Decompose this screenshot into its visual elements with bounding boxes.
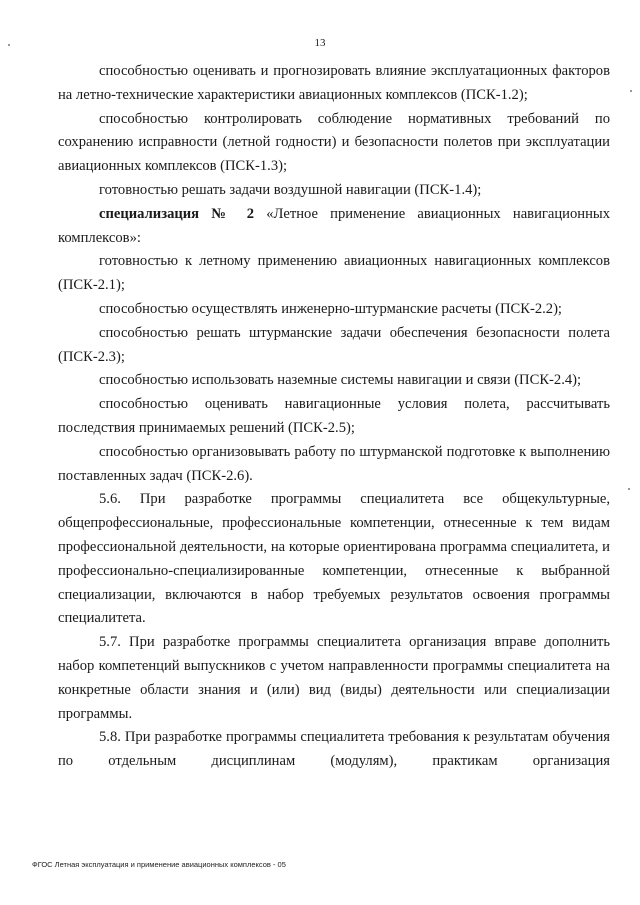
paragraph-text: способностью контролировать соблюдение нормативных требований по сохранению исправности (летной годности) и безопасности полетов при эксплуатации авиационных комплексов (ПСК-1.3); (58, 110, 610, 175)
paragraph-psk-2-2 (58, 298, 610, 322)
paragraph-text: 5.8. При разработке программы специалитета требования к результатам обучения по отдельным дисциплинам (модулям), практикам организация (58, 729, 610, 770)
paragraph-5-8 (58, 726, 610, 774)
paragraph-psk-2-5 (58, 393, 610, 441)
paragraph-text: «Летное применение авиационных навигационных комплексов»: (58, 205, 610, 246)
paragraph-5-6 (58, 488, 610, 631)
paragraph-psk-2-3 (58, 322, 610, 370)
paragraph-psk-1-4 (58, 179, 610, 203)
scan-speck (8, 44, 10, 46)
document-body (58, 60, 610, 774)
paragraph-specialization-2 (58, 203, 610, 251)
paragraph-text: 5.7. При разработке программы специалитета организация вправе дополнить набор компетенций выпускников с учетом направленности программы специалитета на конкретные области знания и (или) вид (виды) деятельности или специализации программы. (58, 634, 610, 722)
scan-speck (630, 90, 632, 92)
paragraph-psk-1-3 (58, 108, 610, 179)
paragraph-text: готовностью решать задачи воздушной навигации (ПСК-1.4); (99, 181, 482, 198)
paragraph-psk-1-2 (58, 60, 610, 108)
scan-speck (628, 488, 630, 490)
paragraph-text: способностью оценивать и прогнозировать влияние эксплуатационных факторов на летно-технические характеристики авиационных комплексов (ПСК-1.2); (58, 63, 610, 103)
paragraph-psk-2-1 (58, 250, 610, 298)
paragraph-5-7 (58, 631, 610, 726)
paragraph-text: 5.6. При разработке программы специалитета все общекультурные, общепрофессиональные, профессиональные компетенции, отнесенные к тем видам профессиональной деятельности, на которые ориентирована программа специалитета, и профессионально-специализированные компетенции, отнесенные к выбранной специализации, включаются в набор требуемых результатов освоения программы специалитета. (58, 491, 610, 627)
page-footer: ФГОС Летная эксплуатация и применение авиационных комплексов - 05 (32, 860, 286, 869)
paragraph-text: готовностью к летному применению авиационных навигационных комплексов (ПСК-2.1); (58, 253, 610, 294)
paragraph-psk-2-4 (58, 369, 610, 393)
paragraph-text: способностью оценивать навигационные условия полета, рассчитывать последствия принимаемых решений (ПСК-2.5); (58, 396, 610, 436)
paragraph-text: способностью организовывать работу по штурманской подготовке к выполнению поставленных задач (ПСК-2.6). (58, 443, 610, 484)
specialization-heading: специализация № 2 (99, 205, 255, 222)
paragraph-psk-2-6 (58, 441, 610, 489)
page-number: 13 (314, 37, 326, 49)
paragraph-text: способностью осуществлять инженерно-штурманские расчеты (ПСК-2.2); (99, 300, 562, 317)
paragraph-text: способностью использовать наземные системы навигации и связи (ПСК-2.4); (99, 372, 582, 389)
paragraph-text: способностью решать штурманские задачи обеспечения безопасности полета (ПСК-2.3); (58, 324, 610, 365)
